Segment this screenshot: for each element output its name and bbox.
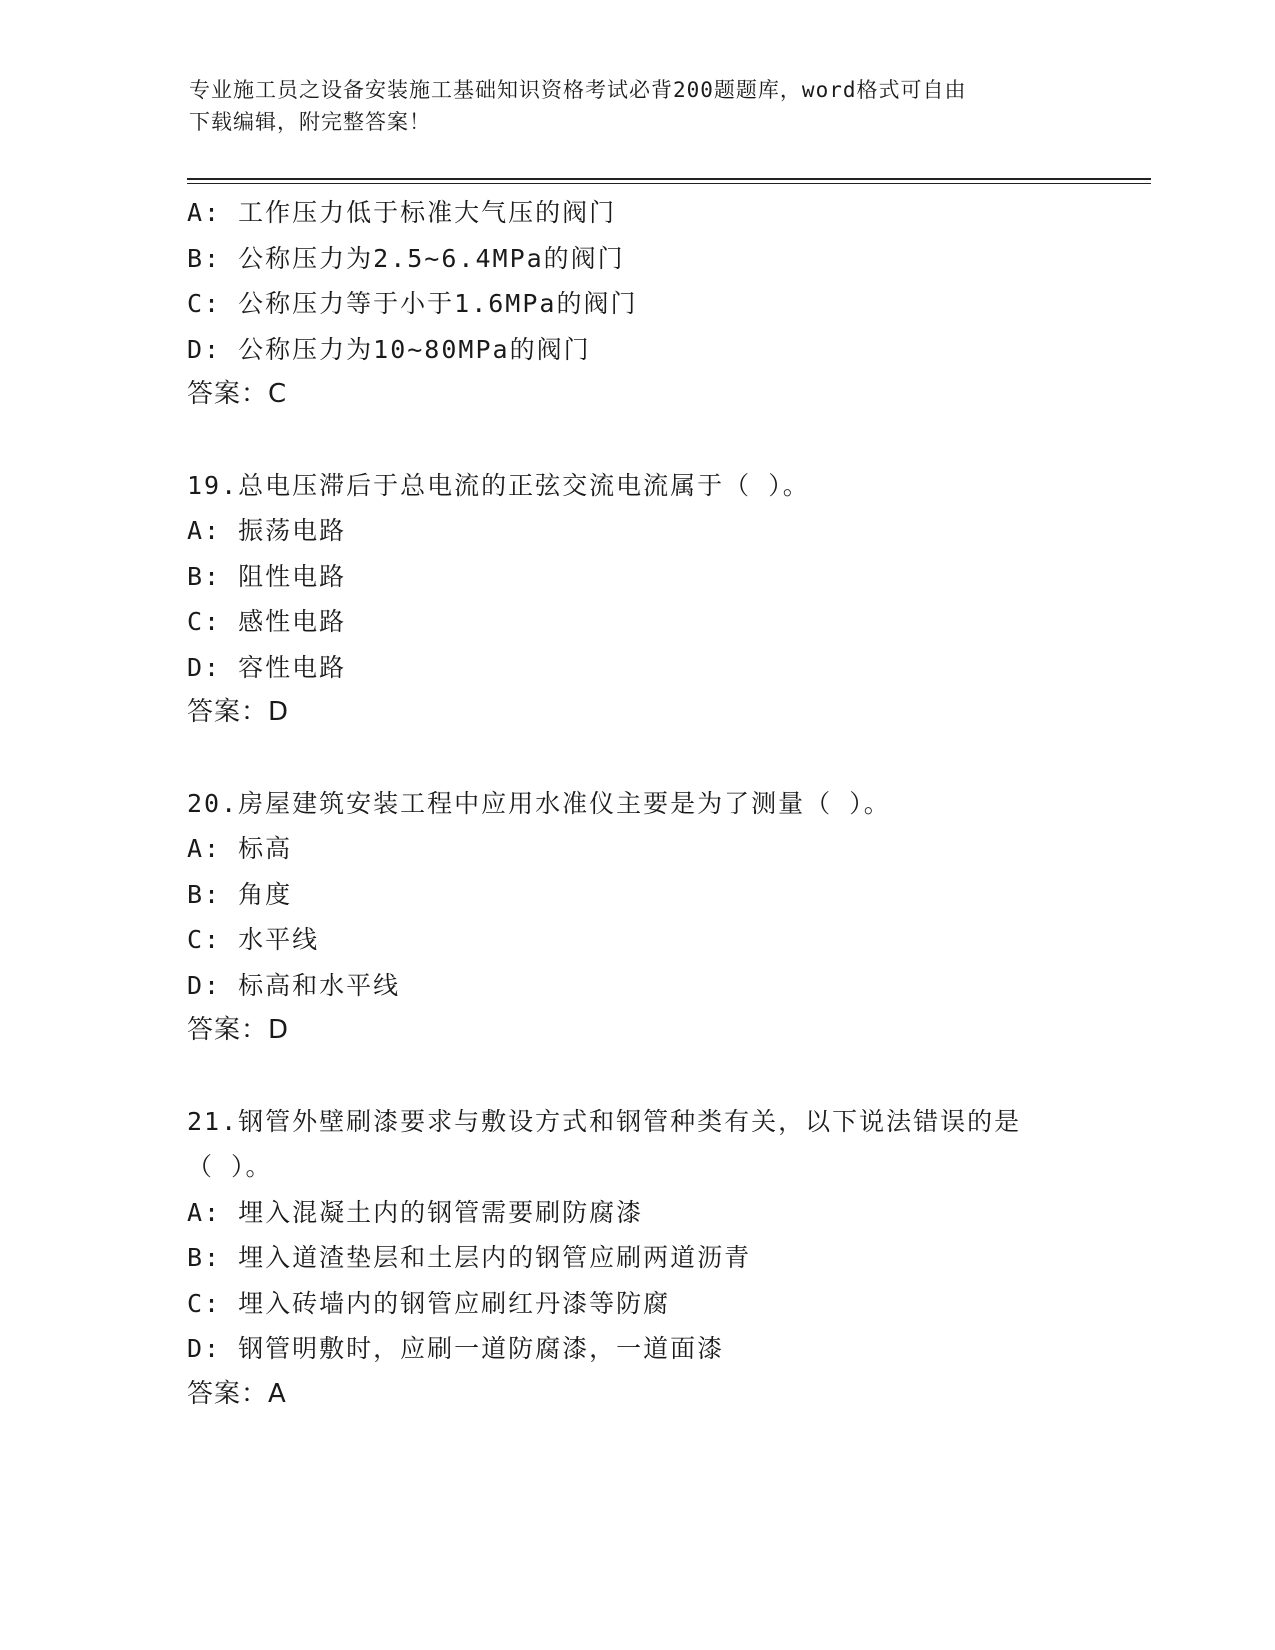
document-header xyxy=(189,74,1089,138)
option-c: C: 感性电路 xyxy=(187,607,347,636)
spacer xyxy=(187,1054,1117,1099)
option-a: A: 振荡电路 xyxy=(187,516,347,545)
option-b: B: 阻性电路 xyxy=(187,561,347,591)
question-list xyxy=(187,190,1117,1417)
option-c: C: 水平线 xyxy=(187,925,320,954)
option-d: D: 标高和水平线 xyxy=(187,970,401,1000)
option-c: C: 公称压力等于小于1.6MPa的阀门 xyxy=(187,289,638,318)
option-b: B: 公称压力为2.5~6.4MPa的阀门 xyxy=(187,243,625,273)
header-line-1: 专业施工员之设备安装施工基础知识资格考试必背200题题库，word格式可自由 xyxy=(189,78,967,102)
option-d: D: 钢管明敷时，应刷一道防腐漆，一道面漆 xyxy=(187,1334,725,1363)
answer: 答案：C xyxy=(187,379,288,409)
spacer xyxy=(187,736,1117,781)
question-title: 19.总电压滞后于总电流的正弦交流电流属于（ ）。 xyxy=(187,470,810,500)
answer: 答案：D xyxy=(187,1015,290,1045)
answer: 答案：D xyxy=(187,697,290,727)
option-a: A: 工作压力低于标准大气压的阀门 xyxy=(187,198,617,227)
option-c: C: 埋入砖墙内的钢管应刷红丹漆等防腐 xyxy=(187,1288,671,1318)
question-title-line-2: （ ）。 xyxy=(187,1152,273,1181)
header-divider-thin xyxy=(187,183,1151,184)
header-divider-thick xyxy=(187,178,1151,180)
option-d: D: 公称压力为10~80MPa的阀门 xyxy=(187,334,591,364)
header-line-2: 下载编辑，附完整答案！ xyxy=(189,110,431,134)
question-18 xyxy=(187,190,1117,418)
question-title-line-1: 21.钢管外壁刷漆要求与敷设方式和钢管种类有关，以下说法错误的是 xyxy=(187,1106,1022,1136)
option-b: B: 埋入道渣垫层和土层内的钢管应刷两道沥青 xyxy=(187,1243,752,1272)
question-20 xyxy=(187,781,1117,1054)
question-21 xyxy=(187,1099,1117,1418)
option-d: D: 容性电路 xyxy=(187,652,347,682)
answer: 答案：A xyxy=(187,1378,287,1409)
question-title: 20.房屋建筑安装工程中应用水准仪主要是为了测量（ ）。 xyxy=(187,788,891,818)
option-b: B: 角度 xyxy=(187,879,293,909)
question-19 xyxy=(187,463,1117,736)
spacer xyxy=(187,418,1117,463)
option-a: A: 埋入混凝土内的钢管需要刷防腐漆 xyxy=(187,1197,644,1227)
option-a: A: 标高 xyxy=(187,834,293,863)
